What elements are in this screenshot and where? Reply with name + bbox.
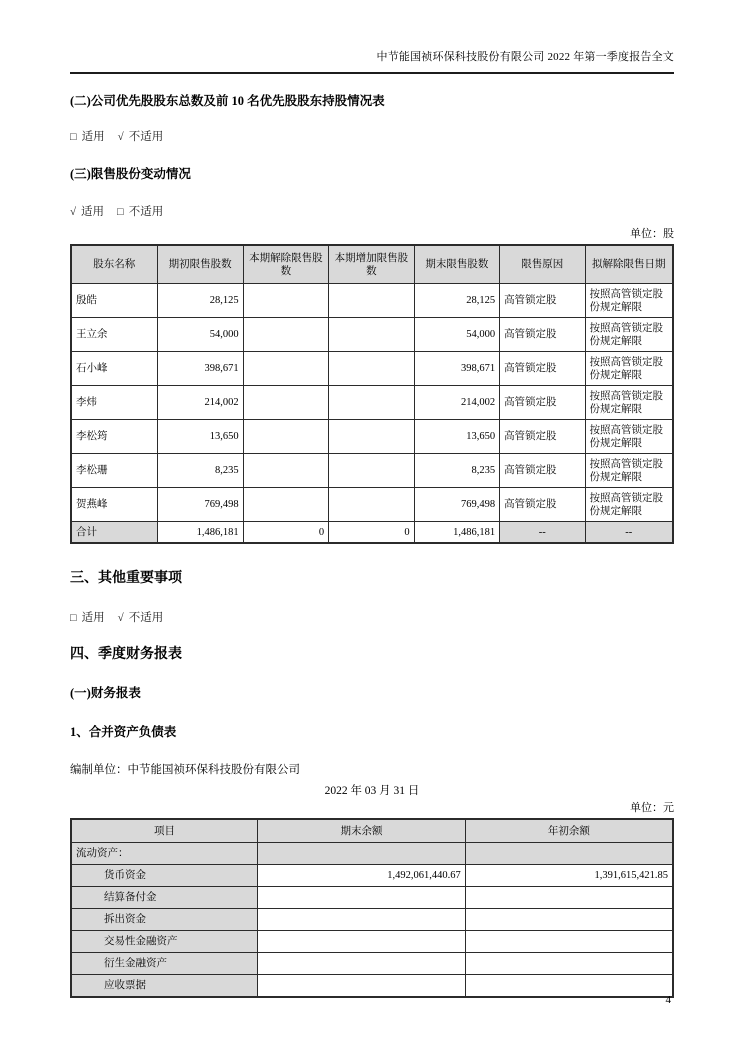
applicable-label: 适用	[81, 131, 105, 143]
cell-begin: 214,002	[157, 386, 243, 420]
cell-end-balance	[258, 931, 466, 953]
cell-end-balance: 1,492,061,440.67	[258, 865, 466, 887]
cell-end-balance	[258, 953, 466, 975]
cell-date: 按照高管锁定股份规定解限	[585, 352, 673, 386]
cell-added	[329, 318, 414, 352]
cell-name: 贺燕峰	[71, 488, 157, 522]
applicability-line-preferred	[70, 130, 674, 144]
cell-date: 按照高管锁定股份规定解限	[585, 386, 673, 420]
cell-released	[243, 318, 328, 352]
checkbox-unchecked-icon: □	[70, 131, 77, 143]
cell-item: 衍生金融资产	[71, 953, 258, 975]
cell-begin-balance: 1,391,615,421.85	[465, 865, 673, 887]
section-title-other-matters: 三、其他重要事项	[70, 571, 182, 586]
balance-sheet-table-body	[71, 843, 673, 998]
cell-end-balance	[258, 843, 466, 865]
shareholder-row	[71, 386, 673, 420]
cell-name: 李松筠	[71, 420, 157, 454]
cell-end: 214,002	[414, 386, 499, 420]
balance-sheet-table-header	[71, 819, 673, 843]
item-row	[71, 909, 673, 931]
total-date-cell: --	[585, 522, 673, 544]
cell-begin-balance	[465, 975, 673, 998]
shareholder-row	[71, 454, 673, 488]
cell-end: 769,498	[414, 488, 499, 522]
cell-begin: 8,235	[157, 454, 243, 488]
cell-reason: 高管锁定股	[500, 352, 585, 386]
restricted-shares-table-total	[71, 522, 673, 544]
unit-label-yuan: 单位：元	[630, 802, 674, 814]
restricted-shares-table-body	[71, 284, 673, 522]
cell-released	[243, 454, 328, 488]
cell-reason: 高管锁定股	[500, 318, 585, 352]
cell-end: 28,125	[414, 284, 499, 318]
prepared-by-line: 编制单位：中节能国祯环保科技股份有限公司	[70, 764, 300, 776]
cell-added	[329, 454, 414, 488]
cell-reason: 高管锁定股	[500, 488, 585, 522]
unit-label-shares: 单位：股	[630, 228, 674, 240]
cell-released	[243, 420, 328, 454]
cell-reason: 高管锁定股	[500, 420, 585, 454]
cell-name: 李炜	[71, 386, 157, 420]
cell-date: 按照高管锁定股份规定解限	[585, 454, 673, 488]
cell-date: 按照高管锁定股份规定解限	[585, 420, 673, 454]
cell-begin-balance	[465, 909, 673, 931]
col-ending-balance: 期末余额	[258, 819, 466, 843]
cell-added	[329, 386, 414, 420]
check-mark-icon: √	[117, 131, 124, 143]
cell-added	[329, 488, 414, 522]
not-applicable-label: 不适用	[128, 131, 164, 143]
cell-reason: 高管锁定股	[500, 386, 585, 420]
cell-end: 398,671	[414, 352, 499, 386]
cell-begin-balance	[465, 931, 673, 953]
cell-released	[243, 386, 328, 420]
cell-item: 交易性金融资产	[71, 931, 258, 953]
cell-date: 按照高管锁定股份规定解限	[585, 488, 673, 522]
applicability-line-restricted	[70, 205, 674, 219]
cell-date: 按照高管锁定股份规定解限	[585, 284, 673, 318]
col-end-restricted: 期末限售股数	[414, 245, 499, 284]
cell-begin-balance	[465, 953, 673, 975]
header-row	[71, 245, 673, 284]
cell-released	[243, 488, 328, 522]
applicability-line-other-matters	[70, 611, 674, 625]
col-beginning-balance: 年初余额	[465, 819, 673, 843]
cell-begin-balance	[465, 887, 673, 909]
applicable-label: 适用	[81, 612, 105, 624]
item-row	[71, 975, 673, 998]
col-release-date: 拟解除限售日期	[585, 245, 673, 284]
cell-name: 李松珊	[71, 454, 157, 488]
section-title-financial-statements: (一)财务报表	[70, 686, 141, 700]
shareholder-row	[71, 284, 673, 318]
cell-begin: 28,125	[157, 284, 243, 318]
not-applicable-label: 不适用	[128, 612, 164, 624]
section-title-preferred-shareholders: (二)公司优先股股东总数及前 10 名优先股股东持股情况表	[70, 94, 385, 108]
cell-end-balance	[258, 909, 466, 931]
section-title-balance-sheet: 1、合并资产负债表	[70, 725, 177, 739]
document-header: 中节能国祯环保科技股份有限公司 2022 年第一季度报告全文	[376, 51, 674, 63]
shareholder-row	[71, 352, 673, 386]
check-mark-icon: √	[70, 206, 77, 218]
total-reason-cell: --	[500, 522, 585, 544]
col-released: 本期解除限售股数	[243, 245, 328, 284]
section-row	[71, 843, 673, 865]
statement-date: 2022 年 03 月 31 日	[324, 785, 420, 797]
cell-reason: 高管锁定股	[500, 284, 585, 318]
cell-end: 13,650	[414, 420, 499, 454]
check-mark-icon: √	[117, 612, 124, 624]
checkbox-unchecked-icon: □	[117, 206, 124, 218]
col-begin-restricted: 期初限售股数	[157, 245, 243, 284]
cell-item: 流动资产：	[71, 843, 258, 865]
total-begin-cell: 1,486,181	[157, 522, 243, 544]
cell-released	[243, 352, 328, 386]
section-title-quarterly-statements: 四、季度财务报表	[70, 647, 182, 662]
shareholder-row	[71, 318, 673, 352]
page-number: 4	[665, 994, 671, 1006]
total-label-cell: 合计	[71, 522, 157, 544]
item-row	[71, 865, 673, 887]
cell-name: 殷皓	[71, 284, 157, 318]
shareholder-row	[71, 420, 673, 454]
cell-begin-balance	[465, 843, 673, 865]
cell-item: 拆出资金	[71, 909, 258, 931]
cell-name: 王立余	[71, 318, 157, 352]
cell-added	[329, 420, 414, 454]
cell-begin: 398,671	[157, 352, 243, 386]
balance-sheet-table	[70, 818, 674, 998]
cell-item: 结算备付金	[71, 887, 258, 909]
col-shareholder-name: 股东名称	[71, 245, 157, 284]
not-applicable-label: 不适用	[128, 206, 164, 218]
cell-end: 8,235	[414, 454, 499, 488]
cell-begin: 13,650	[157, 420, 243, 454]
item-row	[71, 953, 673, 975]
cell-reason: 高管锁定股	[500, 454, 585, 488]
cell-end-balance	[258, 975, 466, 998]
col-added: 本期增加限售股数	[329, 245, 414, 284]
applicable-label: 适用	[81, 206, 105, 218]
cell-name: 石小峰	[71, 352, 157, 386]
section-title-restricted-shares: (三)限售股份变动情况	[70, 167, 191, 181]
total-released-cell: 0	[243, 522, 328, 544]
header-divider	[70, 72, 674, 74]
shareholder-row	[71, 488, 673, 522]
col-reason: 限售原因	[500, 245, 585, 284]
cell-item: 货币资金	[71, 865, 258, 887]
checkbox-unchecked-icon: □	[70, 612, 77, 624]
restricted-shares-table-header	[71, 245, 673, 284]
col-item: 项目	[71, 819, 258, 843]
cell-begin: 769,498	[157, 488, 243, 522]
item-row	[71, 887, 673, 909]
item-row	[71, 931, 673, 953]
cell-end-balance	[258, 887, 466, 909]
cell-added	[329, 352, 414, 386]
cell-begin: 54,000	[157, 318, 243, 352]
cell-end: 54,000	[414, 318, 499, 352]
restricted-shares-table	[70, 244, 674, 544]
cell-released	[243, 284, 328, 318]
total-added-cell: 0	[329, 522, 414, 544]
total-row	[71, 522, 673, 544]
cell-date: 按照高管锁定股份规定解限	[585, 318, 673, 352]
cell-added	[329, 284, 414, 318]
total-end-cell: 1,486,181	[414, 522, 499, 544]
cell-item: 应收票据	[71, 975, 258, 998]
header-row	[71, 819, 673, 843]
